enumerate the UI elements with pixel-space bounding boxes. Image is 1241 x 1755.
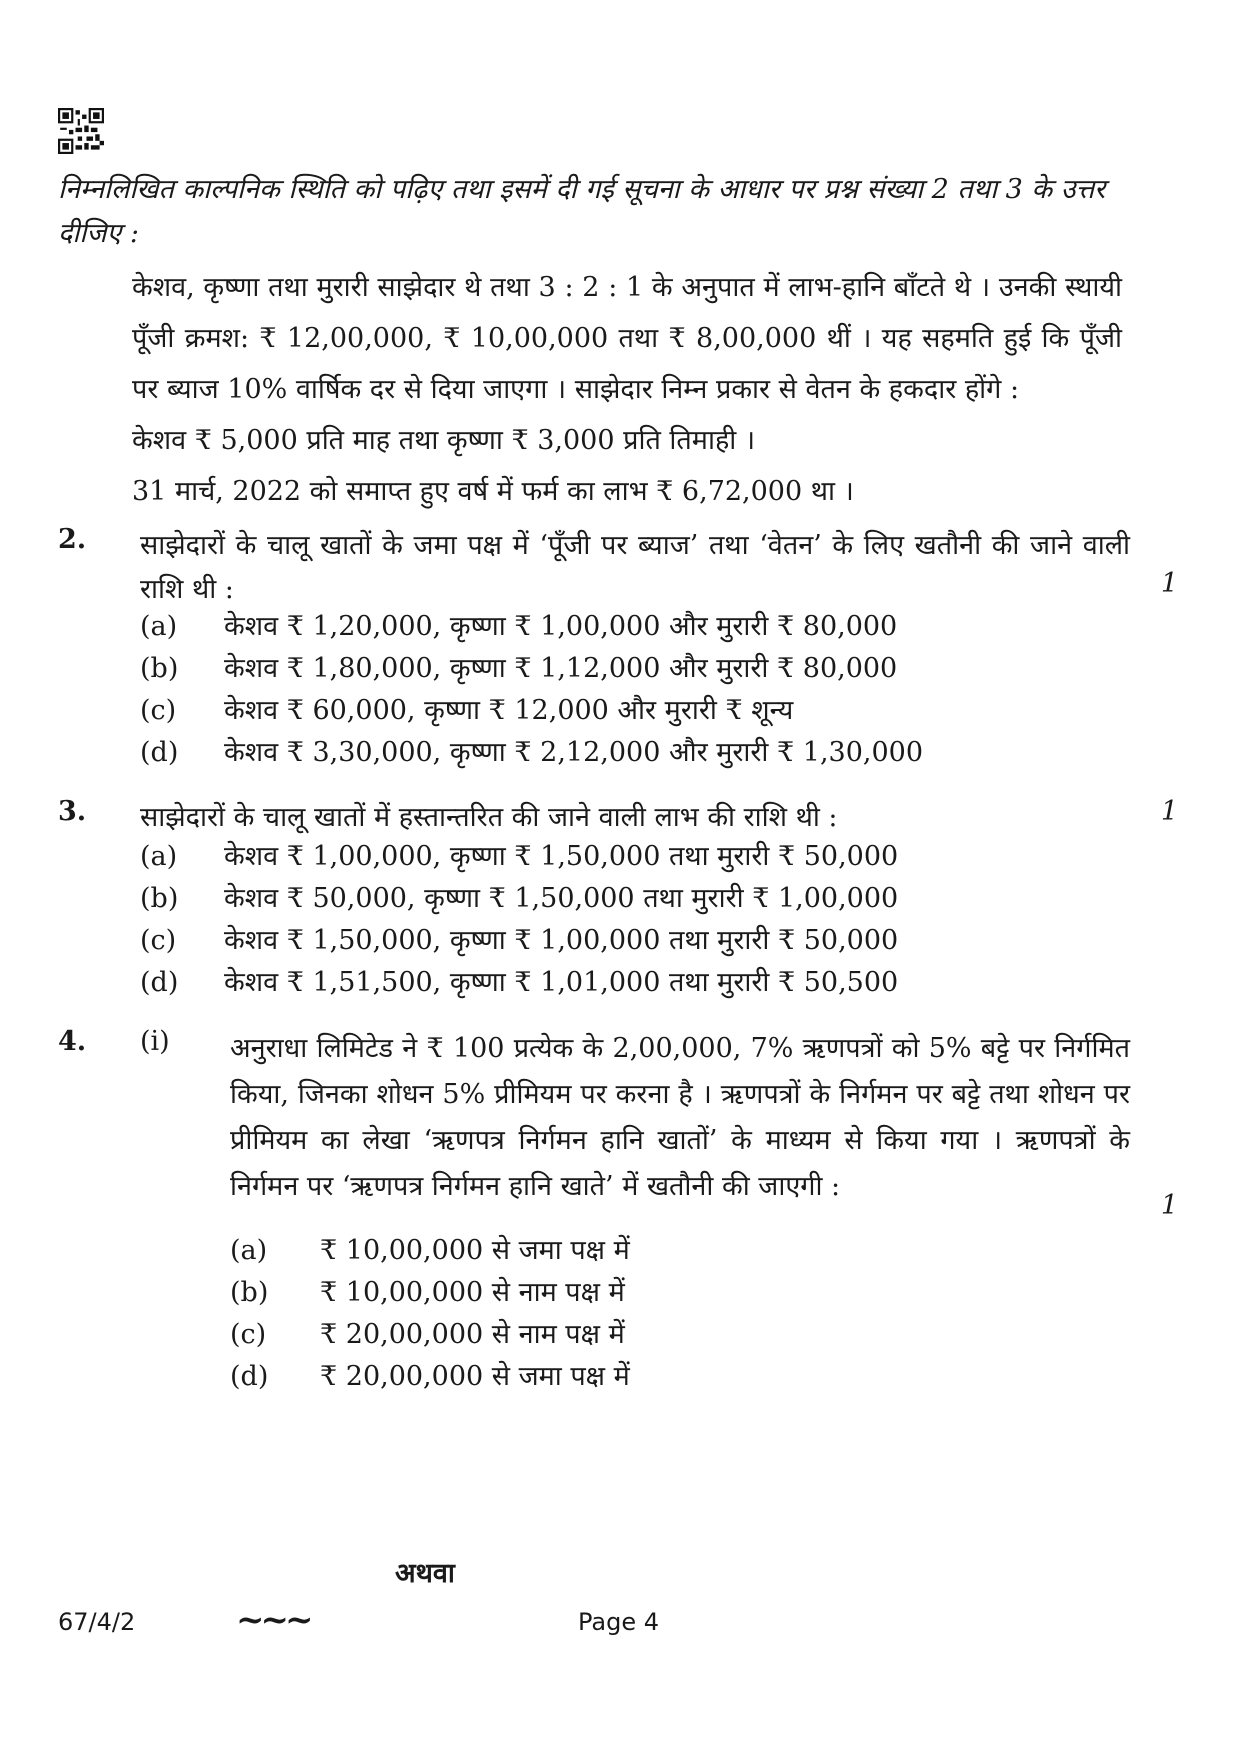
paper-code: 67/4/2 [58, 1608, 136, 1636]
option-c [230, 1314, 625, 1358]
passage-paragraph: केशव, कृष्णा तथा मुरारी साझेदार थे तथा 3 : 2 : 1 के अनुपात में लाभ-हानि बाँटते थे । उनकी स्थायी पूँजी क्रमश: ₹ 12,00,000, ₹ 10,00,000 तथा ₹ 8,00,000 थीं । यह सहमति हुई कि पूँजी पर ब्याज 10% वार्षिक दर से दिया जाएगा । साझेदार निम्न प्रकार से वेतन के हकदार होंगे : [132, 272, 1122, 405]
option-label: (d) [140, 967, 179, 998]
instruction-intro: निम्नलिखित काल्पनिक स्थिति को पढ़िए तथा इसमें दी गई सूचना के आधार पर प्रश्न संख्या 2 तथा 3 के उत्तर दीजिए : [58, 174, 1106, 249]
option-b [140, 878, 898, 924]
option-c [140, 920, 898, 966]
sub-question-number: (i) [140, 1026, 170, 1057]
option-label: (a) [140, 841, 178, 872]
option-label: (b) [140, 883, 179, 914]
question-text: साझेदारों के चालू खातों में हस्तान्तरित की जाने वाली लाभ की राशि थी : [140, 802, 838, 833]
option-label: (c) [230, 1319, 267, 1350]
tilde-ornament: ~~~ [236, 1600, 310, 1640]
option-a [140, 836, 898, 882]
option-text: ₹ 10,00,000 से नाम पक्ष में [320, 1277, 625, 1308]
question-marks: 1 [1160, 796, 1178, 827]
option-label: (d) [230, 1361, 269, 1392]
or-label: अथवा [395, 1558, 455, 1589]
option-text: केशव ₹ 60,000, कृष्णा ₹ 12,000 और मुरारी ₹ शून्य [224, 695, 794, 726]
option-label: (d) [140, 737, 179, 768]
question-marks: 1 [1160, 1190, 1178, 1221]
option-text: केशव ₹ 1,80,000, कृष्णा ₹ 1,12,000 और मुरारी ₹ 80,000 [224, 653, 898, 684]
question-4 [58, 1026, 1178, 1406]
option-d [140, 962, 898, 1008]
question-marks: 1 [1160, 568, 1178, 599]
option-d [230, 1356, 630, 1400]
option-label: (c) [140, 925, 177, 956]
case-passage [132, 262, 1122, 517]
option-d [140, 732, 923, 778]
question-number: 2. [58, 524, 87, 555]
option-label: (c) [140, 695, 177, 726]
option-text: केशव ₹ 50,000, कृष्णा ₹ 1,50,000 तथा मुरारी ₹ 1,00,000 [224, 883, 899, 914]
option-text: केशव ₹ 3,30,000, कृष्णा ₹ 2,12,000 और मुरारी ₹ 1,30,000 [224, 737, 923, 768]
option-c [140, 690, 793, 736]
option-text: केशव ₹ 1,00,000, कृष्णा ₹ 1,50,000 तथा मुरारी ₹ 50,000 [224, 841, 899, 872]
question-text: अनुराधा लिमिटेड ने ₹ 100 प्रत्येक के 2,00,000, 7% ऋणपत्रों को 5% बट्टे पर निर्गमित किया, जिनका शोधन 5% प्रीमियम पर करना है । ऋणपत्रों के निर्गमन पर बट्टे तथा शोधन पर प्रीमियम का लेखा ‘ऋणपत्र निर्गमन हानि खातों’ के माध्यम से किया गया । ऋणपत्रों के निर्गमन पर ‘ऋणपत्र निर्गमन हानि खाते’ में खतौनी की जाएगी : [230, 1033, 1130, 1202]
option-b [140, 648, 897, 694]
question-2 [58, 524, 1178, 768]
question-number: 4. [58, 1026, 87, 1057]
option-text: ₹ 20,00,000 से जमा पक्ष में [320, 1361, 630, 1392]
option-text: केशव ₹ 1,20,000, कृष्णा ₹ 1,00,000 और मुरारी ₹ 80,000 [224, 611, 898, 642]
option-label: (a) [230, 1235, 268, 1266]
option-a [230, 1230, 630, 1274]
option-text: केशव ₹ 1,50,000, कृष्णा ₹ 1,00,000 तथा मुरारी ₹ 50,000 [224, 925, 899, 956]
option-a [140, 606, 897, 652]
option-label: (a) [140, 611, 178, 642]
option-label: (b) [140, 653, 179, 684]
option-label: (b) [230, 1277, 269, 1308]
question-text: साझेदारों के चालू खातों के जमा पक्ष में ‘पूँजी पर ब्याज’ तथा ‘वेतन’ के लिए खतौनी की जाने वाली राशि थी : [140, 530, 1130, 605]
option-text: ₹ 20,00,000 से नाम पक्ष में [320, 1319, 625, 1350]
option-text: केशव ₹ 1,51,500, कृष्णा ₹ 1,01,000 तथा मुरारी ₹ 50,500 [224, 967, 899, 998]
passage-salary-line: केशव ₹ 5,000 प्रति माह तथा कृष्णा ₹ 3,000 प्रति तिमाही । [132, 425, 756, 456]
option-b [230, 1272, 625, 1316]
option-text: ₹ 10,00,000 से जमा पक्ष में [320, 1235, 630, 1266]
question-3 [58, 796, 1178, 1006]
qr-code [58, 108, 104, 154]
question-number: 3. [58, 796, 87, 827]
page-number: Page 4 [578, 1608, 659, 1636]
passage-profit-line: 31 मार्च, 2022 को समाप्त हुए वर्ष में फर्म का लाभ ₹ 6,72,000 था । [132, 476, 854, 507]
